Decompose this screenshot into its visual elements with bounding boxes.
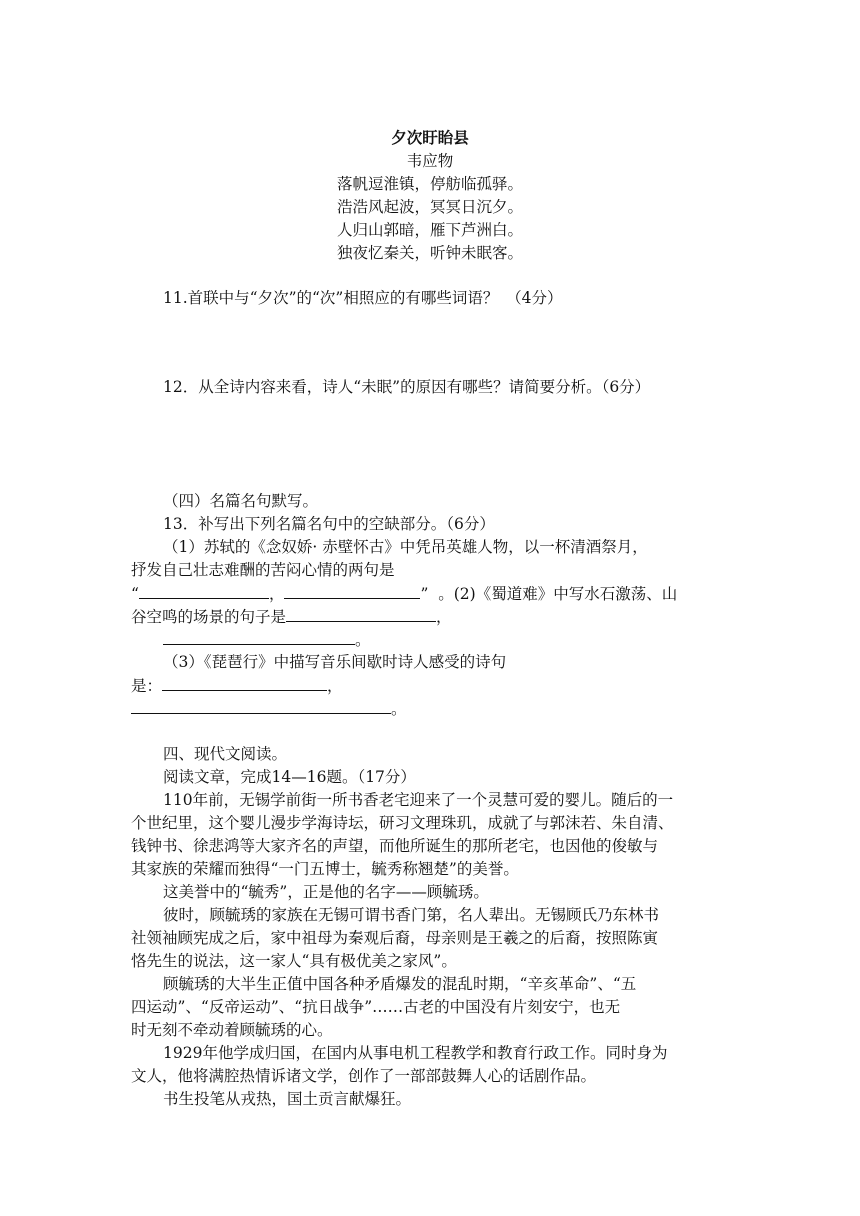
- passage-line: 顾毓琇的大半生正值中国各种矛盾爆发的混乱时期，“辛亥革命”、“五: [163, 975, 637, 993]
- poem-line: 浩浩风起波，冥冥日沉夕。: [336, 198, 523, 216]
- question-12: 12．从全诗内容来看，诗人“未眠”的原因有哪些？请简要分析。（6分）: [163, 378, 651, 396]
- question-13: 13．补写出下列名篇名句中的空缺部分。（6分）: [163, 515, 495, 533]
- poem-line: 落帆逗淮镇，停舫临孤驿。: [336, 175, 523, 193]
- dictation-item-2-cont: 谷空鸣的场景的句子是: [131, 608, 287, 626]
- passage-line: 恪先生的说法，这一家人“具有极优美之家风”。: [131, 952, 457, 970]
- passage-line: 时无刻不牵动着顾毓琇的心。: [131, 1021, 333, 1039]
- answer-blank[interactable]: [139, 582, 269, 599]
- section-heading-reading: 四、现代文阅读。: [163, 745, 288, 763]
- poem-line: 独夜忆秦关，听钟未眠客。: [336, 244, 523, 262]
- close-quote: ”: [420, 585, 429, 603]
- dictation-item-3-row: [131, 674, 343, 697]
- period: 。: [355, 631, 371, 649]
- passage-line: 钱钟书、徐悲鸿等大家齐名的声望，而他所诞生的那所老宅，也因他的俊敏与: [131, 837, 659, 855]
- poem-author: 韦应物: [406, 152, 454, 170]
- open-quote: “: [131, 585, 139, 603]
- passage-line: 书生投笔从戎热，国土贡言献爆狂。: [163, 1090, 412, 1108]
- answer-blank[interactable]: [163, 628, 355, 645]
- passage-line: 文人，他将满腔热情诉诸文学，创作了一部部鼓舞人心的话剧作品。: [131, 1067, 597, 1085]
- dictation-item-2: 。(2)《蜀道难》中写水石激荡、山: [438, 585, 678, 603]
- poem-title: 夕次盱眙县: [391, 128, 469, 147]
- dictation-item-1: （1）苏轼的《念奴娇· 赤壁怀古》中凭吊英雄人物，以一杯清酒祭月，: [163, 538, 648, 556]
- comma: ，: [436, 608, 452, 626]
- passage-line: 1929年他学成归国，在国内从事电机工程教学和教育行政工作。同时身为: [163, 1044, 668, 1062]
- poem-line: 人归山郭暗，雁下芦洲白。: [336, 221, 523, 239]
- comma: ，: [268, 585, 285, 603]
- passage-line: 其家族的荣耀而独得“一门五博士，毓秀称翘楚”的美誉。: [131, 860, 519, 878]
- answer-blank[interactable]: [131, 697, 391, 714]
- dictation-blank-row: [131, 582, 677, 605]
- dictation-item-2-row: [131, 605, 452, 628]
- passage-line: 这美誉中的“毓秀”，正是他的名字——顾毓琇。: [163, 883, 489, 901]
- answer-blank[interactable]: [284, 582, 420, 599]
- comma: ，: [327, 677, 343, 695]
- passage-line: 个世纪里，这个婴儿漫步学海诗坛，研习文理珠玑，成就了与郭沫若、朱自清、: [131, 814, 674, 832]
- dictation-item-3-label: 是：: [131, 677, 163, 695]
- answer-blank[interactable]: [286, 605, 436, 622]
- dictation-item-1-cont: 抒发自己壮志难酬的苦闷心情的两句是: [131, 561, 395, 579]
- period: 。: [391, 700, 407, 718]
- section-heading-dictation: （四）名篇名句默写。: [163, 492, 319, 510]
- passage-line: 彼时，顾毓琇的家族在无锡可谓书香门第，名人辈出。无锡顾氏乃东林书: [163, 906, 660, 924]
- question-11: 11.首联中与“夕次”的“次”相照应的有哪些词语？ （4分）: [163, 289, 563, 307]
- reading-instruction: 阅读文章，完成14—16题。（17分）: [163, 768, 416, 786]
- dictation-item-2-row2: [163, 628, 371, 651]
- answer-blank[interactable]: [162, 674, 327, 691]
- dictation-item-3-row2: [131, 697, 407, 720]
- passage-line: 社领袖顾宪成之后，家中祖母为秦观后裔，母亲则是王羲之的后裔，按照陈寅: [131, 929, 659, 947]
- passage-line: 110年前，无锡学前街一所书香老宅迎来了一个灵慧可爱的婴儿。随后的一: [163, 791, 674, 809]
- dictation-item-3: （3）《琵琶行》中描写音乐间歇时诗人感受的诗句: [163, 653, 507, 671]
- passage-line: 四运动”、“反帝运动”、“抗日战争”……古老的中国没有片刻安宁，也无: [131, 998, 621, 1016]
